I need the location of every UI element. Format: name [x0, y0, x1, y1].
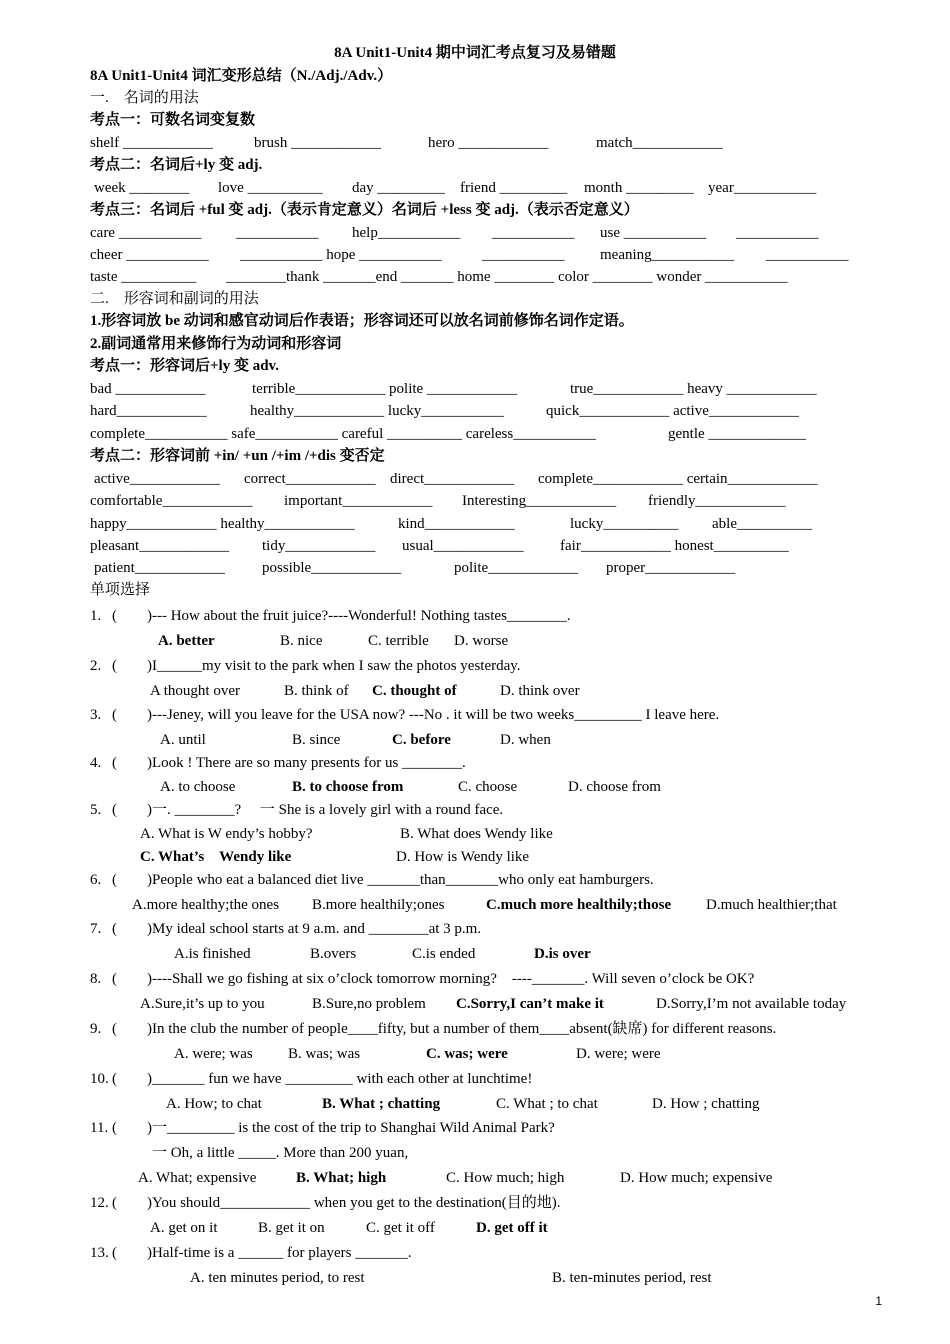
question-text: ( )Look ! There are so many presents for us ________. [112, 755, 466, 771]
word-item: year___________ [708, 180, 817, 196]
word-item: ___________ [766, 247, 849, 263]
question-text: ( )People who eat a balanced diet live _______than_______who only eat hamburgers. [112, 872, 654, 888]
word-item: hard____________ [90, 403, 207, 419]
word-item: proper____________ [606, 560, 736, 576]
option: B.Sure,no problem [312, 996, 426, 1012]
subtitle: 8A Unit1-Unit4 词汇变形总结（N./Adj./Adv.） [90, 68, 393, 84]
option: D. worse [454, 633, 509, 649]
option: A. How; to chat [166, 1096, 262, 1112]
word-item: ___________ [736, 225, 819, 241]
section-heading: 一. 名词的用法 [90, 90, 199, 106]
option: A.more healthy;the ones [132, 897, 280, 913]
question-text: ( )In the club the number of people____fifty, but a number of them____absent(缺席) for different reasons. [112, 1021, 777, 1037]
word-item: brush ____________ [254, 135, 382, 151]
question-number: 3. [90, 707, 102, 723]
option: C. How much; high [446, 1170, 565, 1186]
word-item: active____________ [94, 471, 220, 487]
option: B.overs [310, 946, 357, 962]
word-item: match____________ [596, 135, 723, 151]
option: B. get it on [258, 1220, 325, 1236]
option: A. What is W endy’s hobby? [140, 826, 313, 842]
word-item: usual____________ [402, 538, 524, 554]
point-title: 考点一：形容词后+ly 变 adv. [90, 358, 279, 374]
option: D. when [500, 732, 551, 748]
word-item: patient____________ [94, 560, 225, 576]
option-correct: C.much more healthily;those [486, 897, 672, 913]
option-correct: B. to choose from [292, 779, 404, 795]
word-item: direct____________ [390, 471, 515, 487]
page-number: 1 [875, 1294, 882, 1308]
option: B. was; was [288, 1046, 361, 1062]
option: D. think over [500, 683, 580, 699]
point-title: 考点二：名词后+ly 变 adj. [90, 157, 263, 173]
word-item: friend _________ [460, 180, 568, 196]
question-text: ( )一. ________? 一 She is a lovely girl with a round face. [112, 802, 504, 818]
question-number: 12. [90, 1195, 109, 1211]
word-item: love __________ [218, 180, 323, 196]
question-text: ( )_______ fun we have _________ with each other at lunchtime! [112, 1071, 533, 1087]
point-title: 考点一：可数名词变复数 [90, 112, 256, 128]
option: D. How much; expensive [620, 1170, 773, 1186]
word-item: meaning___________ [600, 247, 735, 263]
word-item: lucky__________ [570, 516, 679, 532]
point-title: 考点三：名词后 +ful 变 adj.（表示肯定意义）名词后 +less 变 adj.（表示否定意义） [90, 202, 639, 218]
word-item: day _________ [352, 180, 445, 196]
option: A.Sure,it’s up to you [140, 996, 265, 1012]
option: B. think of [284, 683, 349, 699]
word-item: month _________ [584, 180, 694, 196]
word-item: ___________ [492, 225, 575, 241]
option: C. get it off [366, 1220, 435, 1236]
option: D. How is Wendy like [396, 849, 530, 865]
page-title: 8A Unit1-Unit4 期中词汇考点复习及易错题 [334, 45, 616, 61]
option: B. ten-minutes period, rest [552, 1270, 712, 1286]
question-number: 9. [90, 1021, 102, 1037]
question-number: 7. [90, 921, 102, 937]
word-item: cheer ___________ [90, 247, 209, 263]
word-item: complete____________ certain____________ [538, 471, 818, 487]
option-correct: D.is over [534, 946, 591, 962]
option: B. What does Wendy like [400, 826, 553, 842]
word-item: help___________ [352, 225, 461, 241]
word-item: complete___________ safe___________ careful __________ careless___________ [90, 426, 596, 442]
question-text: ( )--- How about the fruit juice?----Wonderful! Nothing tastes________. [112, 608, 571, 624]
option: A. ten minutes period, to rest [190, 1270, 365, 1286]
word-item: ___________ hope ___________ [240, 247, 442, 263]
option: A. until [160, 732, 206, 748]
option: D.much healthier;that [706, 897, 837, 913]
question-text: ( )一_________ is the cost of the trip to Shanghai Wild Animal Park? [112, 1120, 555, 1136]
word-item: correct____________ [244, 471, 376, 487]
word-item: gentle _____________ [668, 426, 806, 442]
option: A. get on it [150, 1220, 218, 1236]
word-item: taste __________ [90, 269, 197, 285]
option: C. terrible [368, 633, 429, 649]
question-text: ( )You should____________ when you get to the destination(目的地). [112, 1195, 561, 1211]
option: A. What; expensive [138, 1170, 257, 1186]
option: B. since [292, 732, 341, 748]
word-item: friendly____________ [648, 493, 786, 509]
question-number: 11. [90, 1120, 109, 1136]
word-item: terrible____________ polite ____________ [252, 381, 517, 397]
option-correct: C.Sorry,I can’t make it [456, 996, 604, 1012]
word-item: polite____________ [454, 560, 579, 576]
option-correct: C. What’s Wendy like [140, 849, 292, 865]
option: C. choose [458, 779, 518, 795]
question-number: 10. [90, 1071, 109, 1087]
word-item: comfortable____________ [90, 493, 253, 509]
rule-text: 1.形容词放 be 动词和感官动词后作表语；形容词还可以放名词前修饰名词作定语。 [90, 313, 634, 329]
option-correct: C. before [392, 732, 451, 748]
word-item: healthy____________ lucky___________ [250, 403, 504, 419]
word-item: week ________ [94, 180, 190, 196]
option: D. How ; chatting [652, 1096, 760, 1112]
word-item: Interesting____________ [462, 493, 617, 509]
question-number: 4. [90, 755, 102, 771]
word-item: bad ____________ [90, 381, 206, 397]
word-item: care ___________ [90, 225, 202, 241]
question-number: 1. [90, 608, 102, 624]
option: C.is ended [412, 946, 476, 962]
section-heading: 单项选择 [90, 582, 151, 598]
question-number: 5. [90, 802, 102, 818]
word-item: fair____________ honest__________ [560, 538, 789, 554]
question-text: ( )Half-time is a ______ for players _______. [112, 1245, 412, 1261]
word-item: important____________ [284, 493, 433, 509]
option: A thought over [150, 683, 240, 699]
word-item: tidy____________ [262, 538, 376, 554]
word-item: quick____________ active____________ [546, 403, 799, 419]
question-text: ( )---Jeney, will you leave for the USA now? ---No . it will be two weeks_________ I leave here. [112, 707, 720, 723]
word-item: ________thank _______end _______ home ________ color ________ wonder ___________ [226, 269, 788, 285]
section-heading: 二. 形容词和副词的用法 [90, 291, 259, 307]
word-item: shelf ____________ [90, 135, 213, 151]
question-number: 6. [90, 872, 102, 888]
word-item: true____________ heavy ____________ [570, 381, 817, 397]
word-item: pleasant____________ [90, 538, 230, 554]
option-correct: B. What; high [296, 1170, 387, 1186]
option-correct: C. was; were [426, 1046, 508, 1062]
question-text: ( )My ideal school starts at 9 a.m. and ________at 3 p.m. [112, 921, 482, 937]
word-item: hero ____________ [428, 135, 549, 151]
option-correct: D. get off it [476, 1220, 548, 1236]
word-item: possible____________ [262, 560, 402, 576]
question-text: 一 Oh, a little _____. More than 200 yuan, [152, 1145, 409, 1161]
question-text: ( )----Shall we go fishing at six o’clock tomorrow morning? ----_______. Will seven o’clock be OK? [112, 971, 755, 987]
option: D.Sorry,I’m not available today [656, 996, 847, 1012]
word-item: kind____________ [398, 516, 515, 532]
word-item: happy____________ healthy____________ [90, 516, 355, 532]
option: C. What ; to chat [496, 1096, 598, 1112]
option-correct: A. better [158, 633, 215, 649]
option-correct: B. What ; chatting [322, 1096, 441, 1112]
option: B. nice [280, 633, 323, 649]
question-number: 2. [90, 658, 102, 674]
option: D. choose from [568, 779, 661, 795]
word-item: ___________ [236, 225, 319, 241]
option: A. to choose [160, 779, 236, 795]
question-text: ( )I______my visit to the park when I saw the photos yesterday. [112, 658, 521, 674]
point-title: 考点二：形容词前 +in/ +un /+im /+dis 变否定 [90, 448, 385, 464]
option: D. were; were [576, 1046, 661, 1062]
rule-text: 2.副词通常用来修饰行为动词和形容词 [90, 336, 342, 352]
option: B.more healthily;ones [312, 897, 445, 913]
question-number: 8. [90, 971, 102, 987]
option: A. were; was [174, 1046, 253, 1062]
word-item: use ___________ [600, 225, 707, 241]
question-number: 13. [90, 1245, 109, 1261]
word-item: ___________ [482, 247, 565, 263]
option-correct: C. thought of [372, 683, 457, 699]
word-item: able__________ [712, 516, 812, 532]
option: A.is finished [174, 946, 251, 962]
